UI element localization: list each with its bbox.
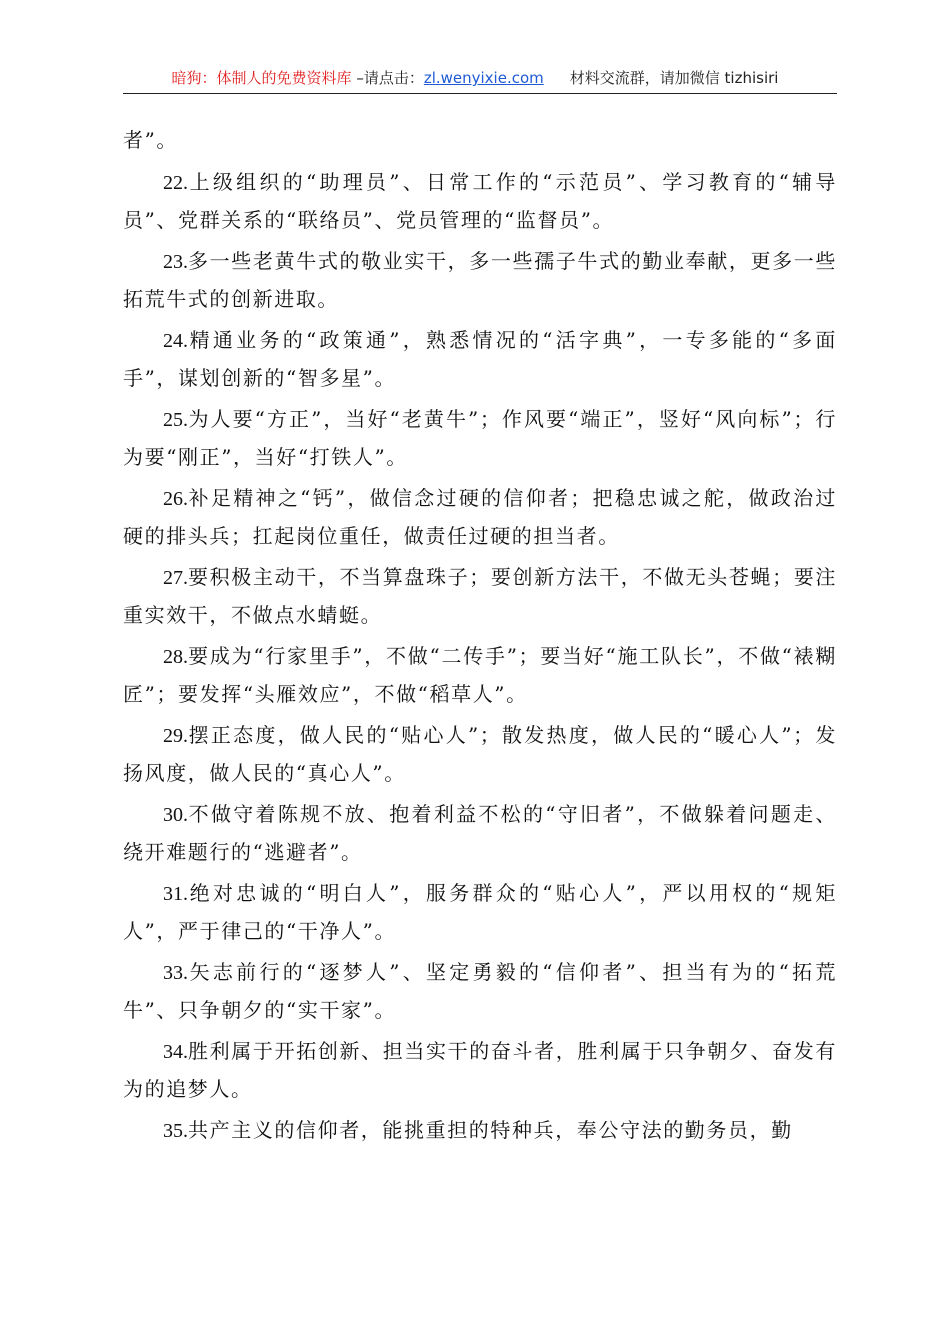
paragraph-35: 35.共产主义的信仰者，能挑重担的特种兵，奉公守法的勤务员，勤 <box>163 1118 793 1142</box>
header-contact: 材料交流群，请加微信 tizhisiri <box>569 69 779 87</box>
paragraph-29: 29.摆正态度，做人民的“贴心人”；散发热度，做人民的“暖心人”；发扬风度，做人民的“真心人”。 <box>123 723 837 785</box>
paragraph-33: 33.矢志前行的“逐梦人”、坚定勇毅的“信仰者”、担当有为的“拓荒牛”、只争朝夕的“实干家”。 <box>123 960 837 1022</box>
paragraph-24: 24.精通业务的“政策通”，熟悉情况的“活字典”，一专多能的“多面手”，谋划创新的“智多星”。 <box>123 328 837 390</box>
paragraph-25: 25.为人要“方正”，当好“老黄牛”；作风要“端正”，竖好“风向标”；行为要“刚正”，当好“打铁人”。 <box>123 407 837 469</box>
paragraph-31: 31.绝对忠诚的“明白人”，服务群众的“贴心人”，严以用权的“规矩人”，严于律己的“干净人”。 <box>123 881 837 943</box>
header-click-prompt: –请点击： <box>351 69 424 87</box>
header-divider <box>123 93 837 94</box>
header-title: 暗狗：体制人的免费资料库 <box>171 69 352 87</box>
document-body <box>123 122 837 1154</box>
paragraph-26: 26.补足精神之“钙”，做信念过硬的信仰者；把稳忠诚之舵，做政治过硬的排头兵；扛起岗位重任，做责任过硬的担当者。 <box>123 486 837 548</box>
page-header <box>0 68 950 88</box>
paragraph-34: 34.胜利属于开拓创新、担当实干的奋斗者，胜利属于只争朝夕、奋发有为的追梦人。 <box>123 1039 837 1101</box>
paragraph-28: 28.要成为“行家里手”，不做“二传手”；要当好“施工队长”，不做“裱糊匠”；要发挥“头雁效应”，不做“稻草人”。 <box>123 644 837 706</box>
paragraph-30: 30.不做守着陈规不放、抱着利益不松的“守旧者”，不做躲着问题走、绕开难题行的“逃避者”。 <box>123 802 837 864</box>
paragraph-continuation: 者”。 <box>123 128 179 152</box>
paragraph-27: 27.要积极主动干，不当算盘珠子；要创新方法干，不做无头苍蝇；要注重实效干，不做点水蜻蜓。 <box>123 565 837 627</box>
paragraph-22: 22.上级组织的“助理员”、日常工作的“示范员”、学习教育的“辅导员”、党群关系的“联络员”、党员管理的“监督员”。 <box>123 170 837 232</box>
paragraph-23: 23.多一些老黄牛式的敬业实干，多一些孺子牛式的勤业奉献，更多一些拓荒牛式的创新进取。 <box>123 249 837 311</box>
header-link[interactable]: zl.wenyixie.com <box>423 69 544 87</box>
